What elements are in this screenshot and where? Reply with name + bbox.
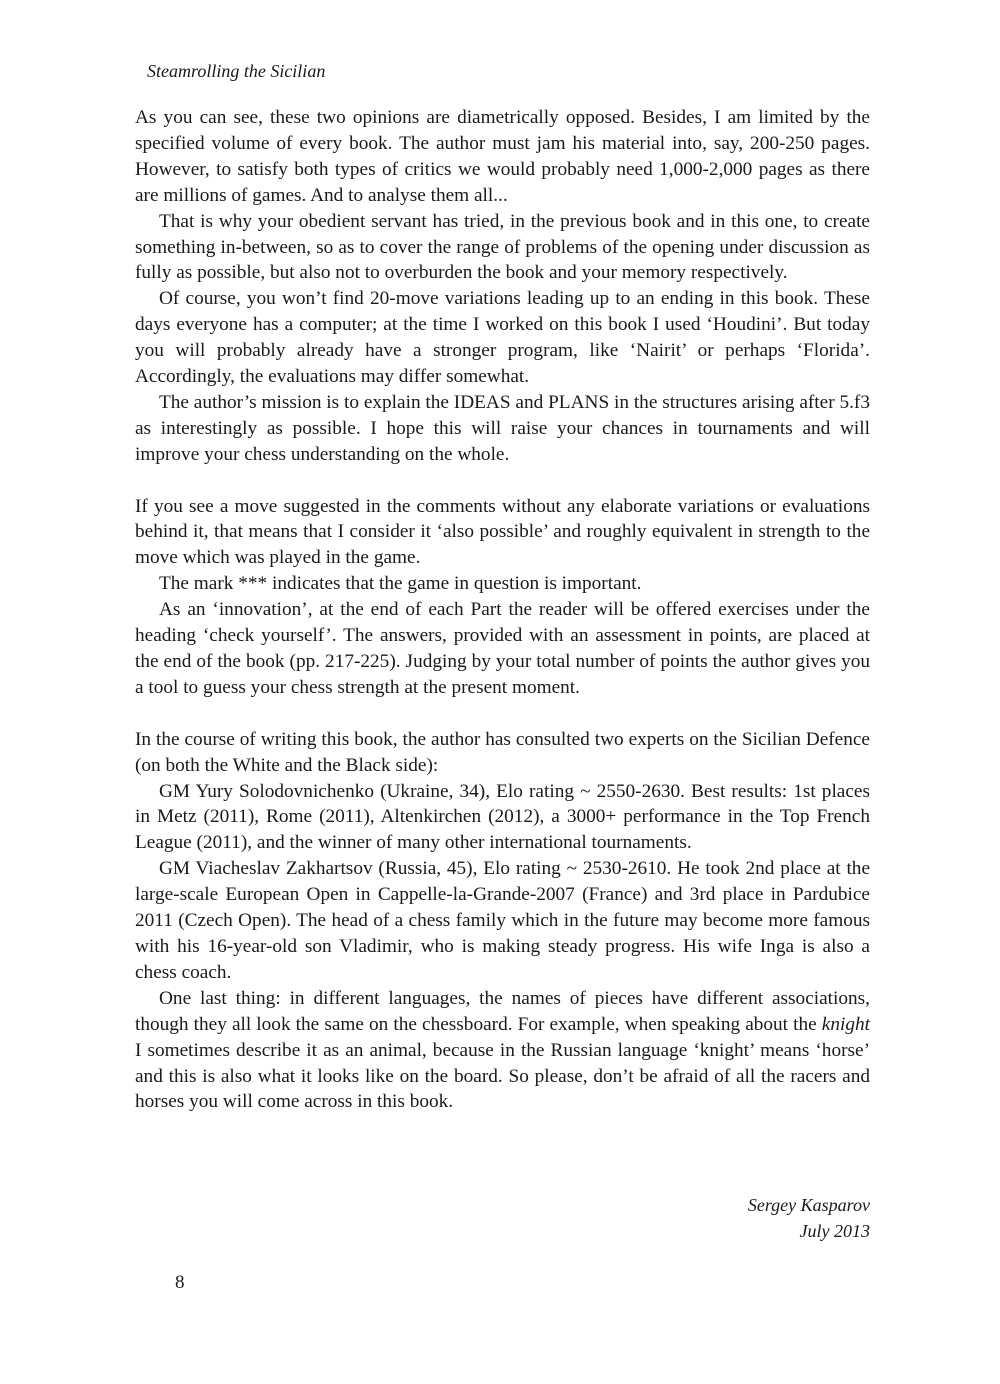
- paragraph-mark: The mark *** indicates that the game in question is important.: [159, 573, 642, 595]
- paragraph-experts-intro: In the course of writing this book, the author has consulted two experts on the Sicilian Defence (on both the White and the Black side):: [135, 728, 870, 776]
- author-name: Sergey Kasparov: [747, 1195, 870, 1215]
- paragraph-in-between: That is why your obedient servant has tried, in the previous book and in this one, to create something in-between, so as to cover the range of problems of the opening under discussion as fully as possible, but also not to overburden the book and your memory respectively.: [135, 210, 870, 284]
- paragraph-solodovnichenko: GM Yury Solodovnichenko (Ukraine, 34), Elo rating ~ 2550-2630. Best results: 1st places in Metz (2011), Rome (2011), Altenkirchen (2012), a 3000+ performance in the Top French League (2011), and the winner of many other international tournaments.: [135, 780, 870, 854]
- knight-emphasis: knight: [821, 1013, 870, 1035]
- body-text: [135, 105, 870, 1115]
- page-number: 8: [175, 1272, 185, 1293]
- paragraph-opinions: As you can see, these two opinions are diametrically opposed. Besides, I am limited by the specified volume of every book. The author must jam his material into, say, 200-250 pages. However, to satisfy both types of critics we would probably need 1,000-2,000 pages as there are millions of games. And to analyse them all...: [135, 107, 870, 206]
- paragraph-computer: Of course, you won’t find 20-move variations leading up to an ending in this book. These days everyone has a computer; at the time I worked on this book I used ‘Houdini’. But today you will probably already have a stronger program, like ‘Nairit’ or perhaps ‘Florida’. Accordingly, the evaluations may differ somewhat.: [135, 288, 870, 388]
- paragraph-mission: The author’s mission is to explain the IDEAS and PLANS in the structures arising after 5.f3 as interestingly as possible. I hope this will raise your chances in tournaments and will improve your chess understanding on the whole.: [135, 391, 870, 465]
- paragraph-innovation: As an ‘innovation’, at the end of each Part the reader will be offered exercises under the heading ‘check yourself’. The answers, provided with an assessment in points, are placed at the end of the book (pp. 217-225). Judging by your total number of points the author gives you a tool to guess your chess strength at the present moment.: [135, 599, 870, 698]
- section-gap: [135, 701, 870, 727]
- signature-date: July 2013: [799, 1221, 870, 1241]
- paragraph-last-thing: [135, 986, 870, 1116]
- signature-block: [748, 1192, 870, 1244]
- last-thing-end: I sometimes describe it as an animal, because in the Russian language ‘knight’ means ‘horse’ and this is also what it looks like on the board. So please, don’t be afraid of all the racers and horses you will come across in this book.: [135, 1039, 870, 1113]
- section-gap: [135, 468, 870, 494]
- last-thing-start: One last thing: in different languages, the names of pieces have different associations, though they all look the same on the chessboard. For example, when speaking about the: [135, 987, 870, 1035]
- running-head: Steamrolling the Sicilian: [147, 61, 326, 81]
- paragraph-suggested-moves: If you see a move suggested in the comments without any elaborate variations or evaluations behind it, that means that I consider it ‘also possible’ and roughly equivalent in strength to the move which was played in the game.: [135, 495, 870, 569]
- paragraph-zakhartsov: GM Viacheslav Zakhartsov (Russia, 45), Elo rating ~ 2530-2610. He took 2nd place at the large-scale European Open in Cappelle-la-Grande-2007 (France) and 3rd place in Pardubice 2011 (Czech Open). The head of a chess family which in the future may become more famous with his 16-year-old son Vladimir, who is making steady progress. His wife Inga is also a chess coach.: [135, 858, 870, 983]
